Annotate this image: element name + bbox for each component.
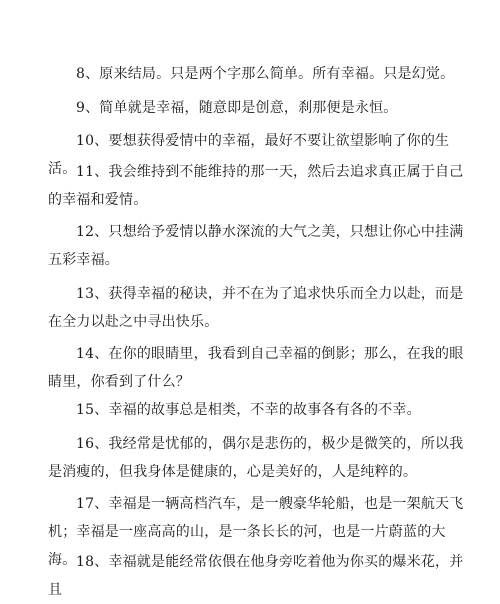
- paragraph-13: 13、获得幸福的秘诀，并不在为了追求快乐而全力以赴，而是在全力以赴之中寻出快乐。: [48, 286, 464, 330]
- paragraph-9: 9、简单就是幸福，随意即是创意，刹那便是永恒。: [76, 100, 398, 116]
- paragraph-12: 12、只想给予爱情以静水深流的大气之美，只想让你心中挂满五彩幸福。: [48, 224, 464, 268]
- paragraph-11: 11、我会维持到不能维持的那一天，然后去追求真正属于自己的幸福和爱情。: [48, 164, 464, 208]
- paragraph-16: 16、我经常是忧郁的，偶尔是悲伤的，极少是微笑的，所以我是消瘦的，但我身体是健康的，心是美好的，人是纯粹的。: [48, 436, 464, 480]
- paragraph-15: 15、幸福的故事总是相类，不幸的故事各有各的不幸。: [76, 402, 421, 418]
- paragraph-18: 18、幸福就是能经常依偎在他身旁吃着他为你买的爆米花，并且: [48, 554, 464, 598]
- paragraph-14: 14、在你的眼睛里，我看到自己幸福的倒影；那么，在我的眼睛里，你看到了什么？: [48, 346, 464, 390]
- paragraph-17: 17、幸福是一辆高档汽车，是一艘豪华轮船，也是一架航天飞机；幸福是一座高高的山，是一条长长的河，也是一片蔚蓝的大海。: [48, 496, 464, 568]
- paragraph-10: 10、要想获得爱情中的幸福，最好不要让欲望影响了你的生活。: [48, 133, 450, 177]
- paragraph-8: 8、原来结局。只是两个字那么简单。所有幸福。只是幻觉。: [76, 66, 455, 82]
